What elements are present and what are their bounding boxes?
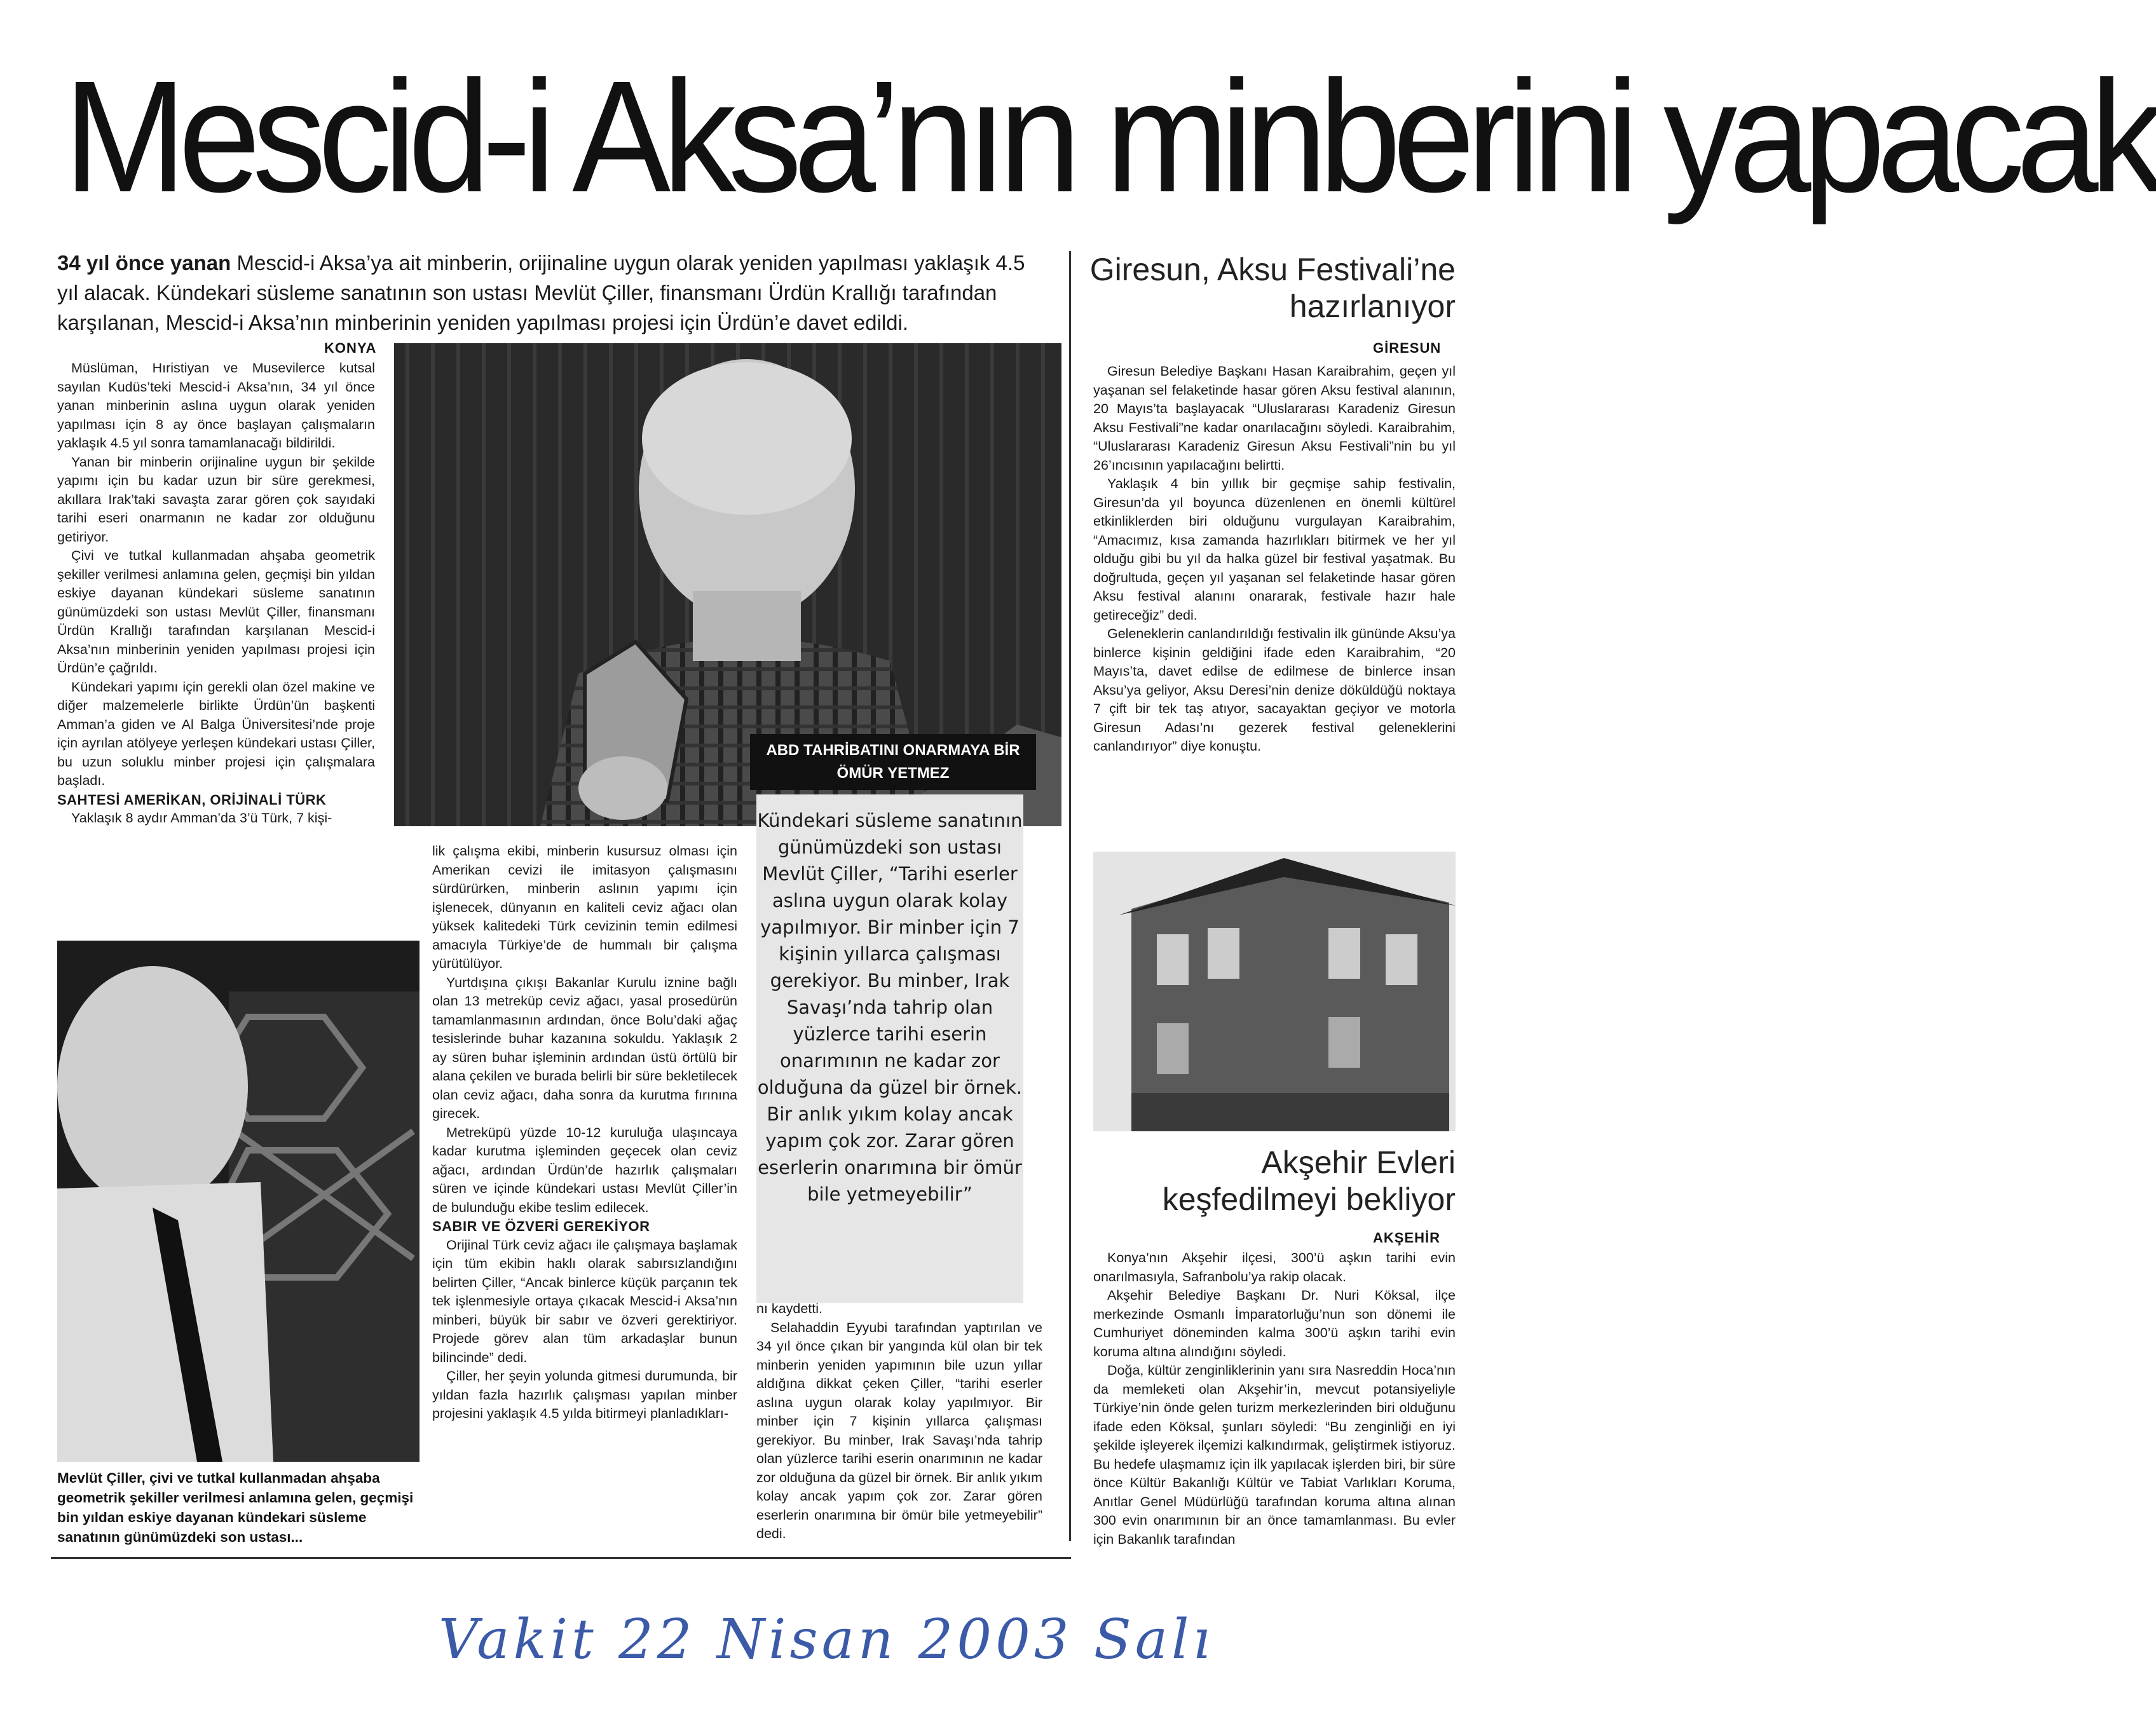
article-column-1	[57, 359, 375, 828]
house-photo	[1093, 852, 1456, 1131]
side1-body	[1093, 362, 1456, 756]
paragraph: Selahaddin Eyyubi tarafından yaptırılan ve 34 yıl önce çıkan bir yangında kül olan bir tek minberin yeniden yapımının bile uzun yıllar aldığına dikkat çeken Çiller, “tarihi eserler aslına uygun olarak kolay yapılmıyor. Bir minber için 7 kişinin yıllarca çalışması gerekiyor. Bu minber, Irak Savaşı’nda tahrip olan yüzlerce tarihi eserin onarımının ne kadar zor olduğuna da güzel bir örnek. Bir anlık yıkım kolay ancak yapım çok zor. Zarar gören eserlerin onarımına bir ömür bile yetmeyebilir” dedi.	[756, 1319, 1042, 1541]
dateline-giresun: GİRESUN	[1373, 340, 1442, 356]
article-column-2	[432, 842, 737, 1424]
paragraph: Doğa, kültür zenginliklerinin yanı sıra Nasreddin Hoca’nın da memleketi olan Akşehir’in, mevcut potansiyeliyle Türkiye’nin önde gelen turizm merkezlerinden biri olduğunu ifade eden Köksal, şunları söyledi: “Bu zenginliği en iyi şekilde işleyerek ilçemizi kalkındırmak, geliştirmek istiyoruz. Bu hedefe ulaşmamız için ilk yapılacak işlerden biri, bir süre önce Kültür Bakanlığı Kültür ve Tabiat Varlıkları Koruma, Anıtlar Genel Müdürlüğü tarafından koruma altına alınan 300 evin onarımının bir an önce tamamlanması. Bu evler için Bakanlık tarafından	[1093, 1363, 1456, 1547]
paragraph: Yurtdışına çıkışı Bakanlar Kurulu iznine bağlı olan 13 metreküp ceviz ağacı, yasal prosedürün tamamlanmasının ardından, önce Bolu’daki ağaç tesislerinde buhar kazanına sokuldu. Yaklaşık 2 ay süren buhar işleminin ardından üstü örtülü bir alana çekilen ve burada belirli bir süre bekletilecek olan ceviz ağacı, daha sonra da kurutma fırınına girecek.	[432, 974, 737, 1121]
paragraph: Geleneklerin canlandırıldığı festivalin ilk gününde Aksu’ya binlerce kişinin geldiğini ifade eden Karaibrahim, “20 Mayıs’ta, davet edilse de edilmese de binlerce insan Aksu’ya geliyor, Aksu Deresi’nin denize döküldüğü noktaya 7 çift bir tek taş atıyor, sacayaktan geçiyor ve motorla Giresun Adası’nı gezerek festival geleneklerini canlandırıyor” diye konuştu.	[1093, 626, 1456, 754]
paragraph: Çivi ve tutkal kullanmadan ahşaba geometrik şekiller verilmesi anlamına gelen, geçmişi bin yıldan eskiye dayanan kündekari süsleme sanatının günümüzdeki son ustası Mevlüt Çiller, finansmanı Ürdün Krallığı tarafından karşılanan Mescid-i Aksa’nın minberinin yeniden yapılması projesi için Ürdün’e çağrıldı.	[57, 548, 375, 676]
paragraph: lik çalışma ekibi, minberin kusursuz olması için Amerikan cevizi ile imitasyon çalışmasını sürdürürken, minberin aslının yapımı için işlenecek, dünyanın en kaliteli ceviz ağacı olan yüksek kalitedeki Türk cevizinin temin edilmesi amacıyla Türkiye’de de hummalı bir çalışma yürütülüyor.	[432, 843, 737, 971]
paragraph: Giresun Belediye Başkanı Hasan Karaibrahim, geçen yıl yaşanan sel felaketinde hasar gören Aksu festival alanının, 20 Mayıs’ta başlayacak “Uluslararası Karadeniz Giresun Aksu Festivali”ne kadar onarılacağını söyledi. Karaibrahim, “Uluslararası Karadeniz Giresun Aksu Festivali”nin bu yıl 26’ıncısının yapılacağını belirtti.	[1093, 364, 1456, 473]
column-rule	[1069, 251, 1071, 1541]
dateline-konya: KONYA	[324, 340, 377, 356]
headline: Mescid-i Aksa’nın minberini yapacak	[64, 48, 2156, 225]
side2-body	[1093, 1249, 1456, 1549]
paragraph: Orijinal Türk ceviz ağacı ile çalışmaya başlamak için tüm ekibin haklı olarak sabırsızlandığını belirten Çiller, “Ancak binlerce küçük parçanın tek tek işlenmesiyle ortaya çıkacak Mescid-i Aksa’nın minberi, büyük bir sabır ve özveri gerektiriyor. Projede görev alan tüm arkadaşlar bunun bilincinde” dedi.	[432, 1237, 737, 1365]
paragraph: Yaklaşık 8 aydır Amman’da 3’ü Türk, 7 kişi-	[71, 810, 332, 826]
dateline-aksehir: AKŞEHİR	[1373, 1230, 1441, 1246]
newspaper-clipping	[51, 25, 2156, 1563]
bottom-rule	[51, 1557, 1071, 1559]
paragraph: nı kaydetti.	[756, 1301, 822, 1316]
lead-paragraph	[57, 248, 1049, 337]
photo2-caption: Mevlüt Çiller, çivi ve tutkal kullanmadan ahşaba geometrik şekiller verilmesi anlamına gelen, geçmişi bin yıldan eskiye dayanan kündekari süsleme sanatının günümüzdeki son ustası...	[57, 1470, 414, 1545]
side1-headline: Giresun, Aksu Festivali’ne hazırlanıyor	[1089, 252, 1456, 324]
house-photo-image	[1093, 852, 1456, 1131]
paragraph: Yanan bir minberin orijinaline uygun bir şekilde yapımı için bu kadar uzun bir süre gerekmesi, akıllara Irak’taki savaşta zarar gören çok sayıdaki tarihi eseri onarmanın ne kadar zor olduğunu getiriyor.	[57, 454, 375, 545]
lead-bold: 34 yıl önce yanan	[57, 251, 231, 275]
paragraph: Akşehir Belediye Başkanı Dr. Nuri Köksal, ilçe merkezinde Osmanlı İmparatorluğu’nun son dönemi ile Cumhuriyet döneminden kalma 300’ü aşkın tarihi evin koruma altına alındığını söyledi.	[1093, 1288, 1456, 1359]
article-column-3	[756, 1300, 1042, 1544]
lead-text: Mescid-i Aksa’ya ait minberin, orijinaline uygun olarak yeniden yapılması yaklaşık 4.5 yıl alacak. Kündekari süsleme sanatının son ustası Mevlüt Çiller, finansmanı Ürdün Krallığı tarafından karşılanan, Mescid-i Aksa’nın minberinin yeniden yapılması projesi için Ürdün’e davet edildi.	[57, 251, 1025, 334]
side2-headline: Akşehir Evleri keşfedilmeyi bekliyor	[1162, 1145, 1456, 1217]
paragraph: Yaklaşık 4 bin yıllık bir geçmişe sahip festivalin, Giresun’da yıl boyunca düzenlenen en önemli kültürel etkinliklerden biri olduğunu vurgulayan Karaibrahim, “Amacımız, kısa zamanda hazırlıkları bitirmek ve her yıl olduğu gibi bu yıl da halka güzel bir festival yaşatmak. Bu doğrultuda, geçen yıl yaşanan sel felaketinde hasar gören Aksu festival alanını onararak, festivale hazır hale getireceğiz” dedi.	[1093, 476, 1456, 623]
photo-caption: ABD TAHRİBATINI ONARMAYA BİR ÖMÜR YETMEZ	[750, 734, 1036, 790]
craftsman-photo	[57, 941, 420, 1462]
paragraph: Konya’nın Akşehir ilçesi, 300’ü aşkın tarihi evin onarılmasıyla, Safranbolu’ya rakip olacak.	[1093, 1250, 1456, 1284]
paragraph: Metreküpü yüzde 10-12 kuruluğa ulaşıncaya kadar kurutma işleminden geçecek olan ceviz ağacı, ardından Ürdün’de hazırlık çalışmaları süren ve içinde kündekari ustası Mevlüt Çiller’in de bulunduğu ekibe teslim edilecek.	[432, 1124, 737, 1215]
handwritten-date-note: Vakit 22 Nisan 2003 Salı	[439, 1608, 1215, 1672]
pull-quote: Kündekari süsleme sanatının günümüzdeki son ustası Mevlüt Çiller, “Tarihi eserler aslına uygun olarak kolay yapılmıyor. Bir minber için 7 kişinin yıllarca çalışması gerekiyor. Bu minber, Irak Savaşı’nda tahrip olan yüzlerce tarihi eserin onarımının ne kadar zor olduğuna da güzel bir örnek. Bir anlık yıkım kolay ancak yapım çok zor. Zarar gören eserlerin onarımına bir ömür bile yetmeyebilir”	[756, 794, 1023, 1303]
craftsman-photo-image	[57, 941, 420, 1462]
paragraph: Kündekari yapımı için gerekli olan özel makine ve diğer malzemelerle birlikte Ürdün’ün başkenti Amman’a giden ve Al Balga Üniversitesi’nde proje için ayrılan atölyeye yerleşen kündekari ustası Çiller, bu uzun soluklu minber projesi için çalışmalara başladı.	[57, 679, 375, 788]
subhead: SABIR VE ÖZVERİ GEREKİYOR	[432, 1218, 650, 1234]
subhead: SAHTESİ AMERİKAN, ORİJİNALİ TÜRK	[57, 791, 327, 808]
paragraph: Çiller, her şeyin yolunda gitmesi durumunda, bir yıldan fazla hazırlık çalışması yapılan minber projesini yaklaşık 4.5 yılda bitirmeyi planladıkları-	[432, 1368, 737, 1421]
paragraph: Müslüman, Hıristiyan ve Musevilerce kutsal sayılan Kudüs’teki Mescid-i Aksa’nın, 34 yıl önce yanan minberinin aslına uygun olarak yeniden yapılması için 8 ay önce başlayan çalışmaların yaklaşık 4.5 yıl sonra tamamlanacağı bildirildi.	[57, 360, 375, 451]
